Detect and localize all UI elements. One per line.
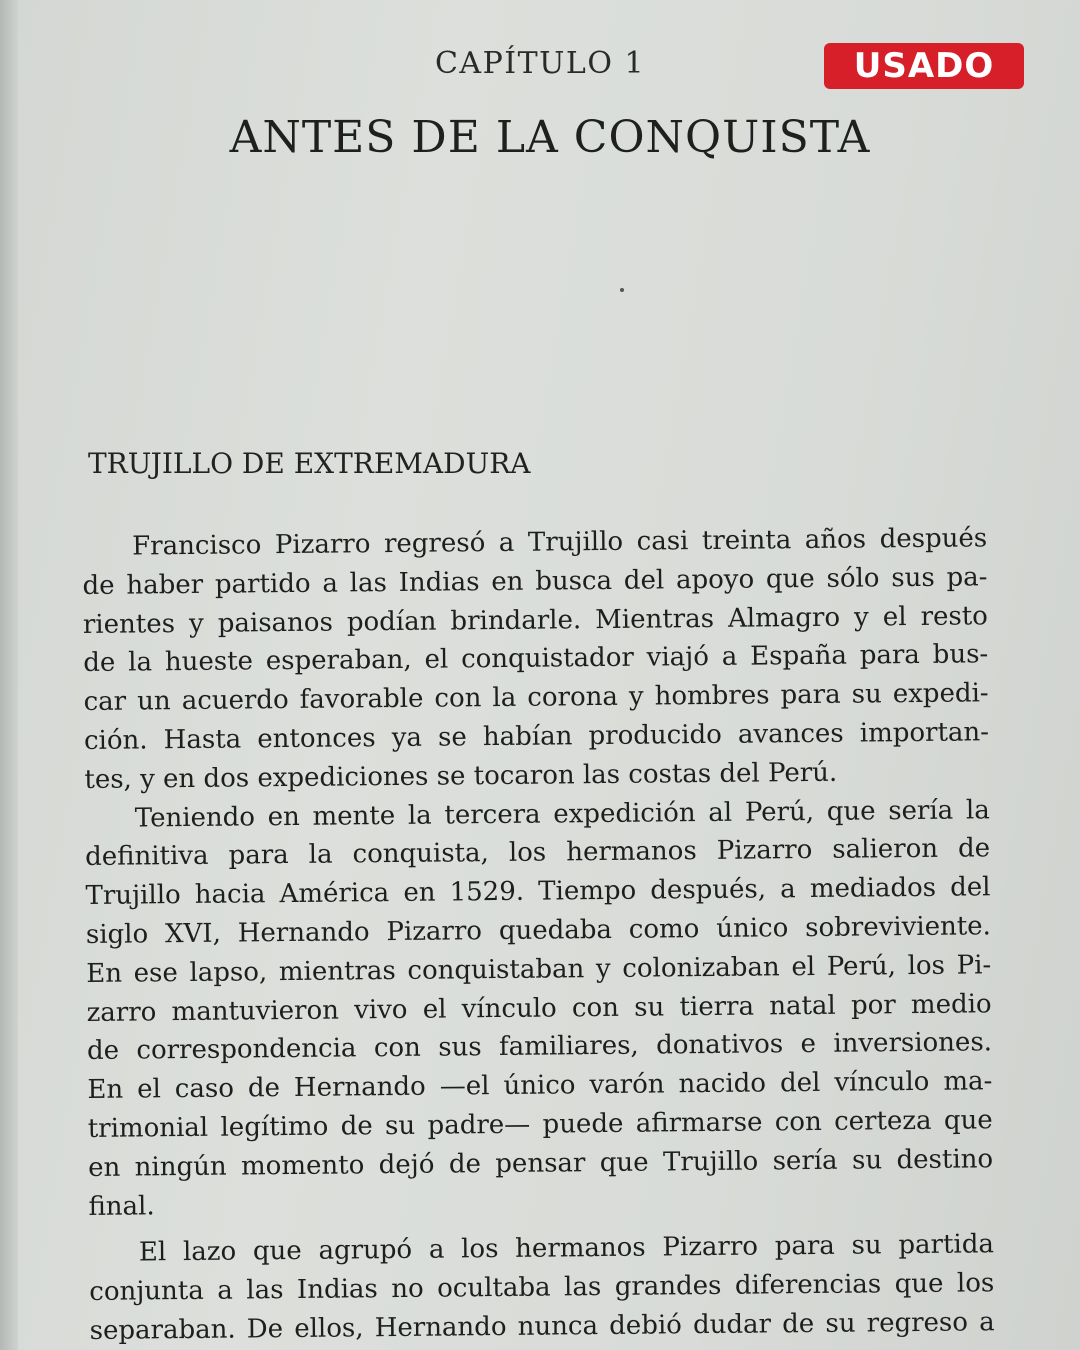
text-line: siglo XVI, Hernando Pizarro quedaba como único sobreviviente. <box>85 911 992 950</box>
used-badge: USADO <box>824 43 1024 89</box>
text-line: en ningún momento dejó de pensar que Trujillo sería su destino <box>87 1144 994 1183</box>
text-line: separaban. De ellos, Hernando nunca debió dudar de su regreso a <box>89 1307 995 1346</box>
text-line: En ese lapso, mientras conquistaban y colonizaban el Perú, los Pi- <box>86 950 992 989</box>
text-line: de la hueste esperaban, el conquistador viajó a España para bus- <box>83 639 989 679</box>
text-line: de haber partido a las Indias en busca del apoyo que sólo sus pa- <box>82 562 988 601</box>
text-line: Francisco Pizarro regresó a Trujillo casi treinta años después <box>132 523 988 562</box>
text-line: rientes y paisanos podían brindarle. Mientras Almagro y el resto <box>82 600 989 640</box>
paragraph-3 <box>89 1226 995 1350</box>
text-line: definitiva para la conquista, los hermanos Pizarro salieron de <box>85 833 991 873</box>
text-line: tes, y en dos expediciones se tocaron las costas del Perú. <box>84 757 838 795</box>
text-line: conjunta a las Indias no ocultaba las grandes diferencias que los <box>89 1268 995 1308</box>
page-spine-shadow <box>0 0 18 1350</box>
text-line: car un acuerdo favorable con la corona y hombres para su expedi- <box>83 678 989 718</box>
text-line: final. <box>88 1190 155 1222</box>
text-line: Trujillo hacia América en 1529. Tiempo después, a mediados del <box>85 872 991 912</box>
chapter-label: CAPÍTULO 1 <box>434 46 646 81</box>
text-line: zarro mantuvieron vivo el vínculo con su tierra natal por medio <box>86 988 992 1028</box>
text-line: de correspondencia con sus familiares, donativos e inversiones. <box>86 1027 993 1067</box>
paragraph-2 <box>85 791 994 1226</box>
text-line: Teniendo en mente la tercera expedición al Perú, que sería la <box>134 794 990 834</box>
text-line: El lazo que agrupó a los hermanos Pizarro para su partida <box>138 1229 995 1268</box>
section-heading: TRUJILLO DE EXTREMADURA <box>88 447 531 480</box>
text-line: trimonial legítimo de su padre— puede afirmarse con certeza que <box>87 1105 993 1144</box>
text-line: En el caso de Hernando —el único varón nacido del vínculo ma- <box>87 1066 993 1106</box>
text-line: ción. Hasta entonces ya se habían producido avances importan- <box>83 717 990 756</box>
page-speck <box>620 288 624 292</box>
paragraph-1 <box>82 519 990 799</box>
body-text <box>82 519 995 1350</box>
chapter-title: ANTES DE LA CONQUISTA <box>229 112 871 163</box>
